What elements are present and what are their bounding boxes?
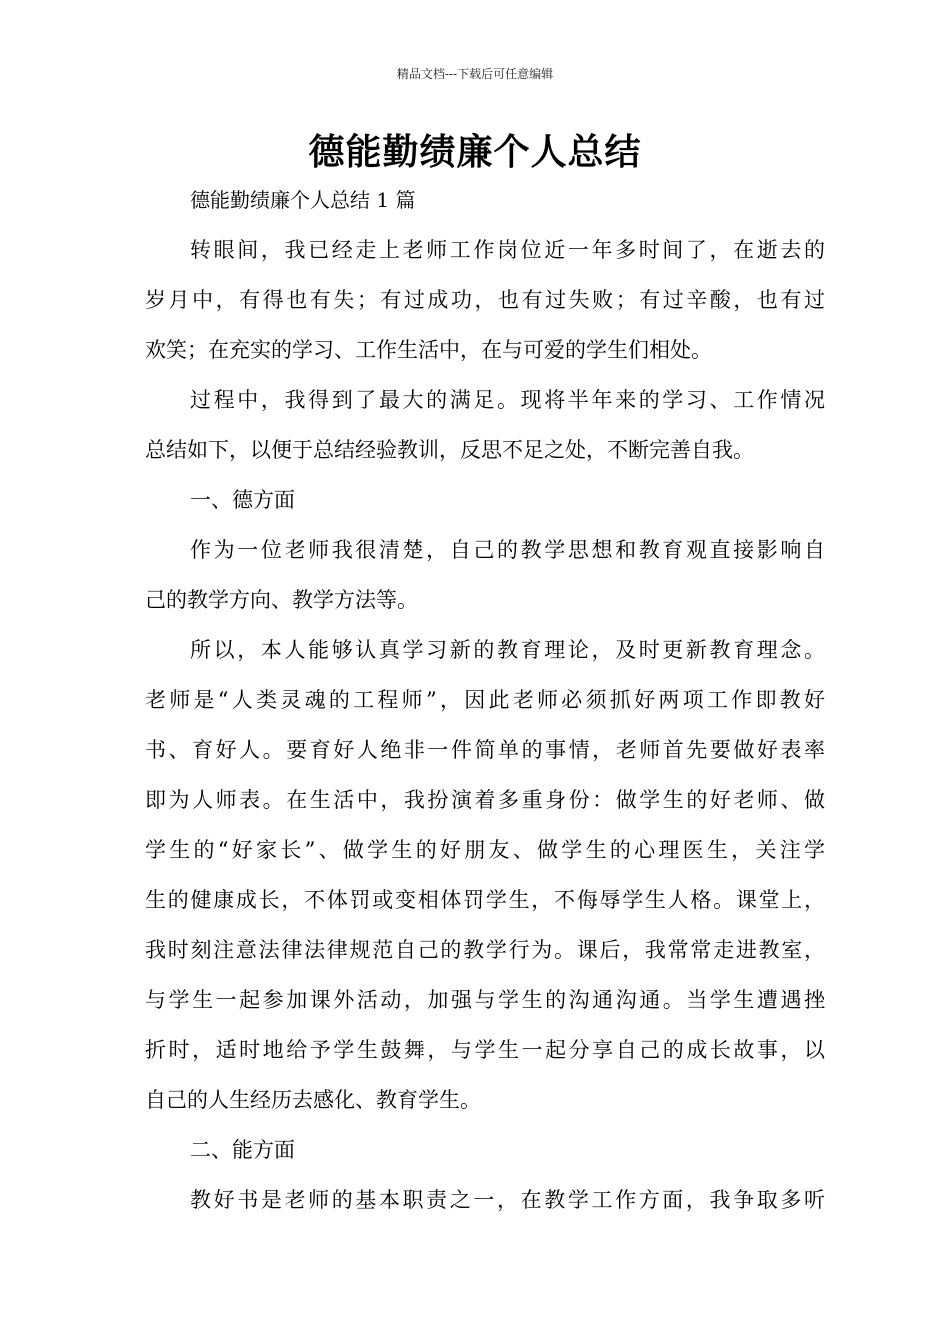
paragraph-line: 岁月中，有得也有失；有过成功，也有过失败；有过辛酸，也有过 <box>145 288 825 312</box>
paragraph-line: 总结如下，以便于总结经验教训，反思不足之处，不断完善自我。 <box>145 438 754 462</box>
paragraph-line: 书、育好人。要育好人绝非一件简单的事情，老师首先要做好表率 <box>145 738 825 762</box>
paragraph-line: 所以，本人能够认真学习新的教育理论，及时更新教育理念。 <box>190 638 825 662</box>
paragraph-line: 即为人师表。在生活中，我扮演着多重身份：做学生的好老师、做 <box>145 788 825 812</box>
paragraph-line: 过程中，我得到了最大的满足。现将半年来的学习、工作情况 <box>190 388 825 412</box>
paragraph-line: 转眼间，我已经走上老师工作岗位近一年多时间了，在逝去的 <box>190 238 825 262</box>
section-heading: 一、德方面 <box>190 488 295 512</box>
page-header-note: 精品文档---下载后可任意编辑 <box>396 67 554 81</box>
paragraph-line: 作为一位老师我很清楚，自己的教学思想和教育观直接影响自 <box>190 538 825 562</box>
paragraph-line: 折时，适时地给予学生鼓舞，与学生一起分享自己的成长故事，以 <box>145 1038 825 1062</box>
paragraph-line: 学生的“好家长”、做学生的好朋友、做学生的心理医生，关注学 <box>145 838 825 862</box>
paragraph-line: 老师是“人类灵魂的工程师”，因此老师必须抓好两项工作即教好 <box>145 688 825 712</box>
paragraph-line: 生的健康成长，不体罚或变相体罚学生，不侮辱学生人格。课堂上， <box>145 888 825 912</box>
paragraph-line: 与学生一起参加课外活动，加强与学生的沟通沟通。当学生遭遇挫 <box>145 988 825 1012</box>
section-heading: 二、能方面 <box>190 1138 295 1162</box>
paragraph-line: 自己的人生经历去感化、教育学生。 <box>145 1088 481 1112</box>
paragraph-line: 欢笑；在充实的学习、工作生活中，在与可爱的学生们相处。 <box>145 338 712 362</box>
paragraph-line: 己的教学方向、教学方法等。 <box>145 588 418 612</box>
document-title: 德能勤绩廉个人总结 <box>308 131 642 173</box>
document-body <box>145 225 825 1225</box>
document-subtitle: 德能勤绩廉个人总结 1 篇 <box>190 188 416 212</box>
paragraph-line: 我时刻注意法律法律规范自己的教学行为。课后，我常常走进教室， <box>145 938 825 962</box>
paragraph-line: 教好书是老师的基本职责之一，在教学工作方面，我争取多听 <box>190 1188 825 1212</box>
